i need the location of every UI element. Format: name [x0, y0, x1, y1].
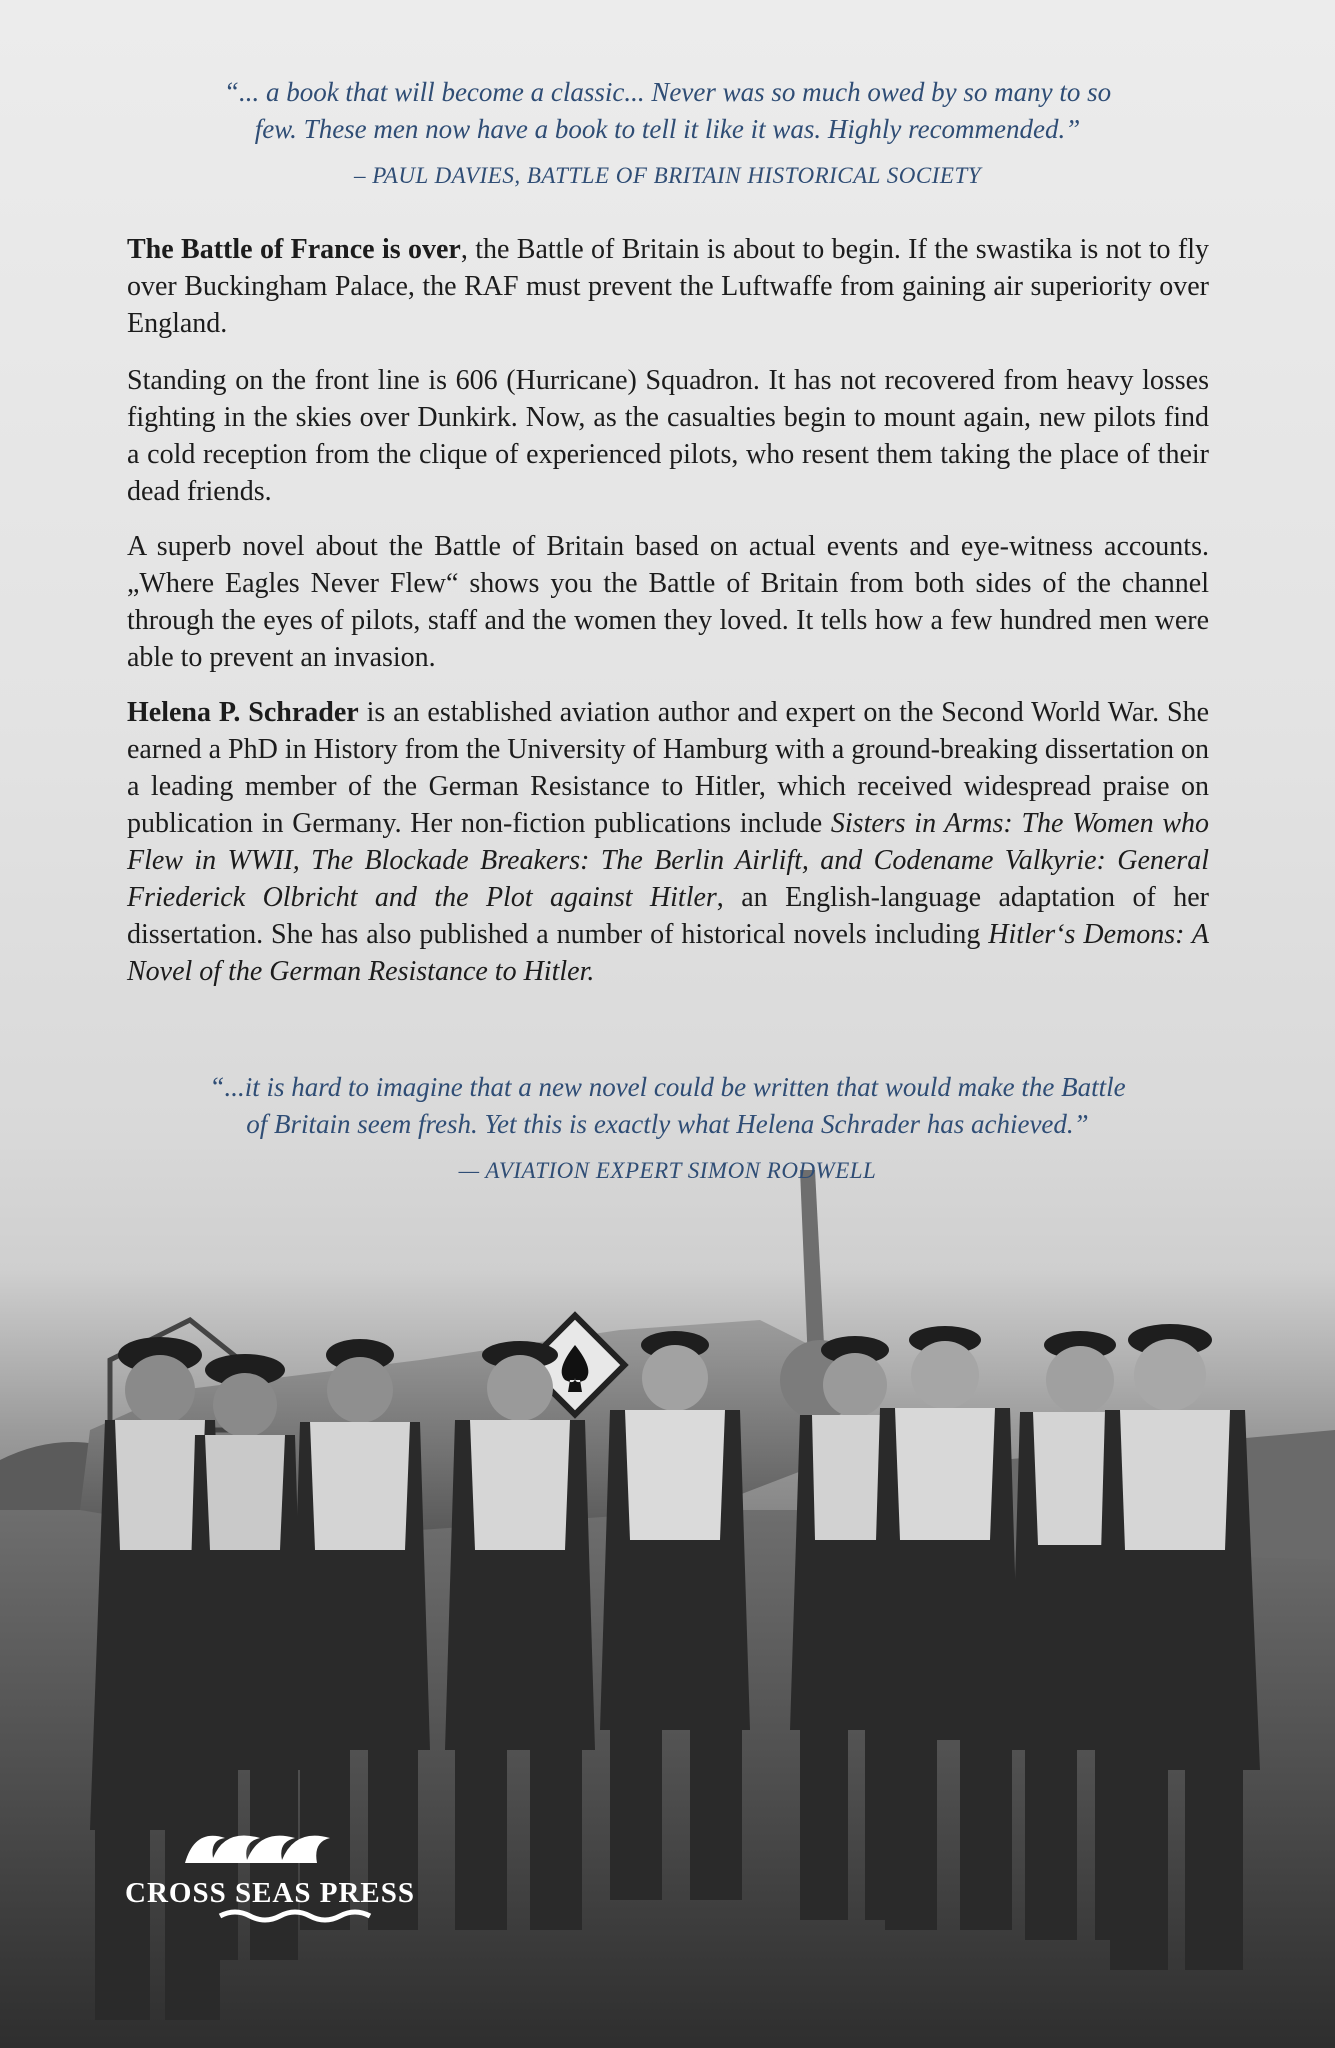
book-titles-2: Hitler‘s Demons: A Novel of the German Resistance to Hitler.: [127, 919, 1210, 987]
paragraph-3: A superb novel about the Battle of Britain based on actual events and eye-witness accounts. „Where Eagles Never Flew“ shows you the Battle of Britain from both sides of the channel through the eyes of pilots, staff and the women they loved. It tells how a few hundred men were able to prevent an invasion.: [127, 531, 1209, 673]
quote-2: [120, 1069, 1215, 1143]
publisher-wave-logo: [125, 1818, 455, 1933]
quote-1: [120, 74, 1215, 148]
paragraph-2: Standing on the front line is 606 (Hurricane) Squadron. It has not recovered from heavy losses fighting in the skies over Dunkirk. Now, as the casualties begin to mount again, new pilots find a cold reception from the clique of experienced pilots, who resent them taking the place of their dead friends.: [127, 365, 1209, 507]
quote-1-attribution: – PAUL DAVIES, BATTLE OF BRITAIN HISTORICAL SOCIETY: [353, 163, 982, 188]
book-titles-1: Sisters in Arms: The Women who Flew in WWII, The Blockade Breakers: The Berlin Airlift, and Codename Valkyrie: General Friederick Olbricht and the Plot against Hitler: [127, 808, 1209, 913]
quote-2-attribution: — AVIATION EXPERT SIMON RODWELL: [458, 1158, 877, 1183]
author-name: Helena P. Schrader: [127, 697, 359, 728]
author-bio-2: , an English-language adaptation of her dissertation. She has also published a number of historical novels including: [127, 882, 1209, 950]
publisher-name: CROSS SEAS PRESS: [125, 1877, 415, 1909]
paragraph-1-text: , the Battle of Britain is about to begin. If the swastika is not to fly over Buckingham Palace, the RAF must prevent the Luftwaffe from gaining air superiority over England.: [127, 234, 1210, 339]
author-bio-1: is an established aviation author and expert on the Second World War. She earned a PhD in History from the University of Hamburg with a ground-breaking dissertation on a leading member of the German Resistance to Hitler, which received widespread praise on publication in Germany. Her non-fiction publications include: [127, 697, 1209, 839]
paragraph-1-lead: The Battle of France is over: [127, 234, 461, 265]
paragraph-1: [127, 231, 1209, 342]
quote-1-line-1: “... a book that will become a classic... Never was so much owed by so many to so: [223, 77, 1112, 107]
quote-1-line-2: few. These men now have a book to tell it like it was. Highly recommended.”: [254, 114, 1081, 144]
quote-2-line-1: “...it is hard to imagine that a new novel could be written that would make the Battle: [209, 1072, 1126, 1102]
quote-2-line-2: of Britain seem fresh. Yet this is exactly what Helena Schrader has achieved.”: [246, 1109, 1089, 1139]
paragraph-4: [127, 694, 1209, 990]
